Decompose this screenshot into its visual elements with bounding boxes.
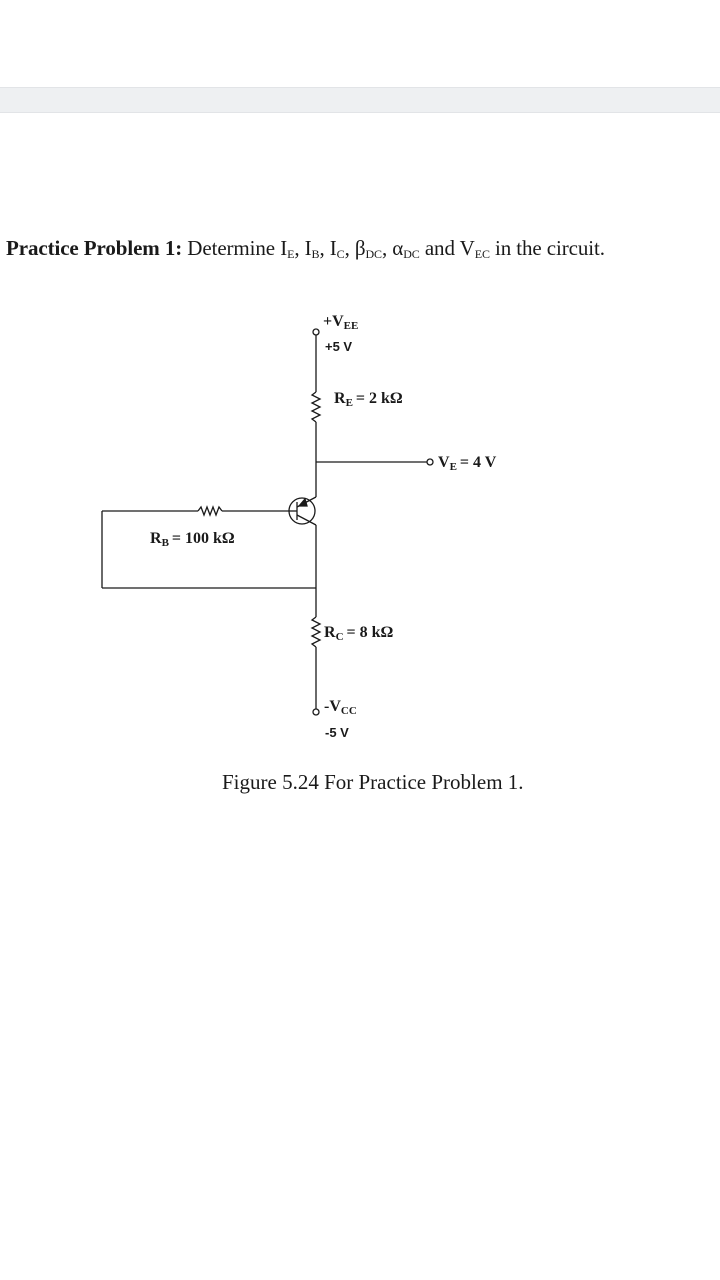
problem-verb: Determine — [187, 236, 276, 260]
ve-label: VE = 4 V — [438, 454, 497, 473]
problem-lead: Practice Problem 1: — [6, 236, 183, 260]
quantity-vec: $V_{EC}$ — [459, 236, 490, 261]
vcc-label: -VCC — [324, 698, 357, 717]
vcc-terminal — [313, 709, 319, 715]
problem-statement: Practice Problem 1: Determine $I_E$, $I_B$, $I_C$, $\beta_{DC}$, $\alpha_{DC}$ and $V_{EC}$ in the circuit. — [6, 236, 605, 261]
quantity-beta-dc: $\beta_{DC}$ — [354, 236, 382, 261]
quantity-alpha-dc: $\alpha_{DC}$ — [392, 236, 420, 261]
rb-resistor — [198, 507, 222, 515]
problem-and: and — [424, 236, 455, 260]
rb-label: RB = 100 kΩ — [150, 530, 235, 549]
vee-value: +5 V — [325, 339, 353, 354]
rc-label: RC = 8 kΩ — [324, 624, 394, 643]
re-resistor — [312, 392, 320, 422]
vee-label: +VEE — [323, 313, 359, 332]
rc-resistor — [312, 617, 320, 647]
vee-terminal — [313, 329, 319, 335]
vcc-value: -5 V — [325, 725, 349, 740]
quantity-ib: $I_B$ — [304, 236, 320, 261]
quantity-ie: $I_E$ — [280, 236, 295, 261]
quantity-ic: $I_C$ — [329, 236, 345, 261]
figure-caption: Figure 5.24 For Practice Problem 1. — [222, 770, 524, 794]
re-label: RE = 2 kΩ — [334, 390, 403, 409]
ve-terminal — [427, 459, 433, 465]
problem-tail: in the circuit. — [495, 236, 605, 260]
